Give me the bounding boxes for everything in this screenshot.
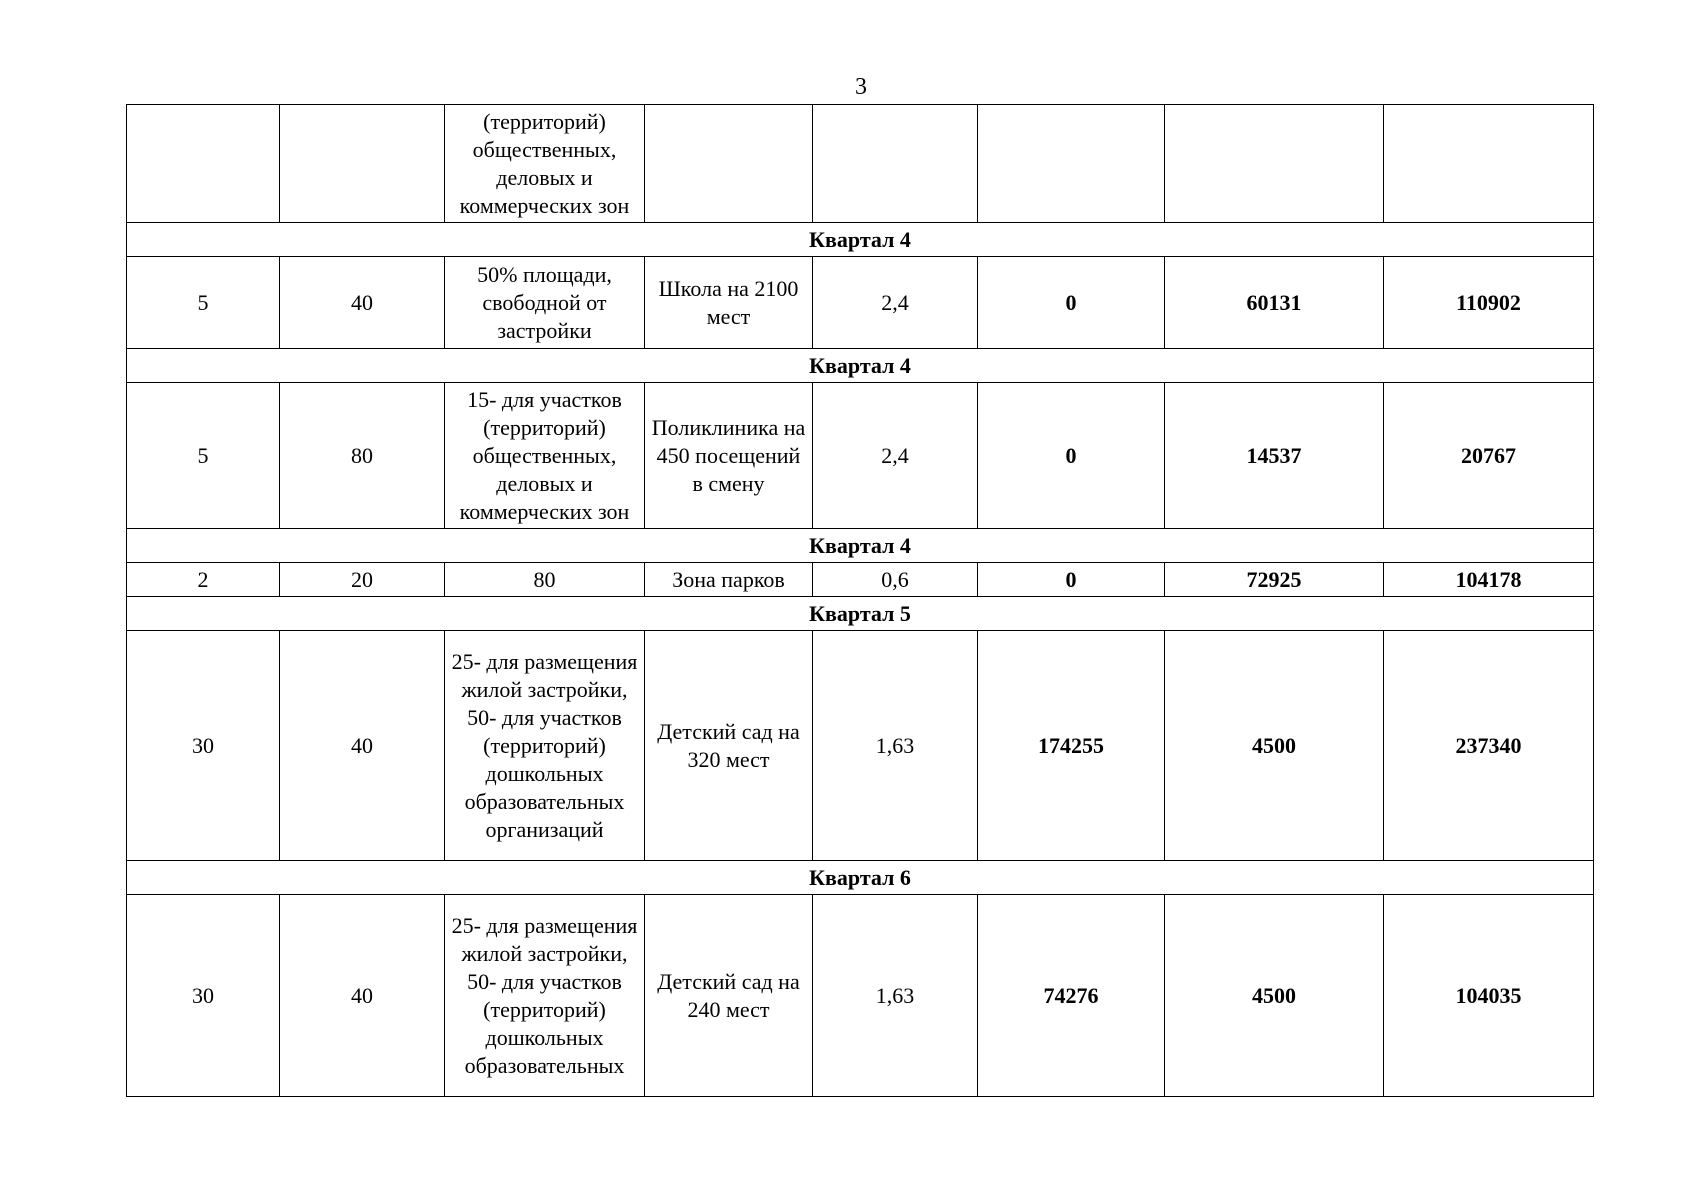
table-cell: 30 (127, 895, 280, 1097)
table-cell (127, 105, 280, 223)
table-cell: Поликлиника на 450 посещений в смену (645, 383, 813, 529)
table-cell: 72925 (1165, 563, 1384, 597)
table-cell: Зона парков (645, 563, 813, 597)
section-heading: Квартал 4 (127, 223, 1594, 257)
table-cell: 60131 (1165, 257, 1384, 349)
table-cell: 40 (280, 257, 445, 349)
table-cell: Детский сад на 320 мест (645, 631, 813, 861)
table-cell: 74276 (978, 895, 1165, 1097)
table-cell: 0 (978, 383, 1165, 529)
table-row (127, 631, 1594, 861)
table-cell: 2,4 (813, 383, 978, 529)
table-row (127, 895, 1594, 1097)
section-row (127, 529, 1594, 563)
table-cell: 14537 (1165, 383, 1384, 529)
table-cell: 4500 (1165, 631, 1384, 861)
table-cell: 80 (280, 383, 445, 529)
section-row (127, 223, 1594, 257)
table-cell (280, 105, 445, 223)
table-cell: 4500 (1165, 895, 1384, 1097)
table-cell: 20 (280, 563, 445, 597)
table-cell: 40 (280, 631, 445, 861)
table-cell: 1,63 (813, 631, 978, 861)
table-cell: Детский сад на 240 мест (645, 895, 813, 1097)
table-cell: 40 (280, 895, 445, 1097)
table-row (127, 383, 1594, 529)
table-cell: 25- для размещения жилой застройки, 50- для участков (территорий) дошкольных образовательных (445, 895, 645, 1097)
table-cell: 20767 (1384, 383, 1594, 529)
table-cell: 237340 (1384, 631, 1594, 861)
table-cell: 110902 (1384, 257, 1594, 349)
table-cell: 174255 (978, 631, 1165, 861)
page-number: 3 (855, 74, 867, 100)
table-cell: 0 (978, 563, 1165, 597)
table-row (127, 105, 1594, 223)
table-row (127, 563, 1594, 597)
section-row (127, 861, 1594, 895)
table-cell: 2 (127, 563, 280, 597)
table-cell: (территорий) общественных, деловых и коммерческих зон (445, 105, 645, 223)
table-cell: 2,4 (813, 257, 978, 349)
table-cell: 0,6 (813, 563, 978, 597)
table-cell (1384, 105, 1594, 223)
section-heading: Квартал 4 (127, 349, 1594, 383)
table-cell: 25- для размещения жилой застройки, 50- для участков (территорий) дошкольных образовательных организаций (445, 631, 645, 861)
table-cell: 30 (127, 631, 280, 861)
table-cell: 5 (127, 257, 280, 349)
table-cell: 0 (978, 257, 1165, 349)
table-cell: 80 (445, 563, 645, 597)
section-heading: Квартал 6 (127, 861, 1594, 895)
table-cell (1165, 105, 1384, 223)
table-cell: 104035 (1384, 895, 1594, 1097)
table-cell (978, 105, 1165, 223)
table-cell: 50% площади, свободной от застройки (445, 257, 645, 349)
data-table (126, 104, 1594, 1097)
table-cell: 15- для участков (территорий) общественных, деловых и коммерческих зон (445, 383, 645, 529)
section-row (127, 349, 1594, 383)
table-cell: 1,63 (813, 895, 978, 1097)
section-heading: Квартал 4 (127, 529, 1594, 563)
section-row (127, 597, 1594, 631)
section-heading: Квартал 5 (127, 597, 1594, 631)
table-cell: 5 (127, 383, 280, 529)
table-cell: Школа на 2100 мест (645, 257, 813, 349)
table-cell (813, 105, 978, 223)
table-cell (645, 105, 813, 223)
table-cell: 104178 (1384, 563, 1594, 597)
table-row (127, 257, 1594, 349)
